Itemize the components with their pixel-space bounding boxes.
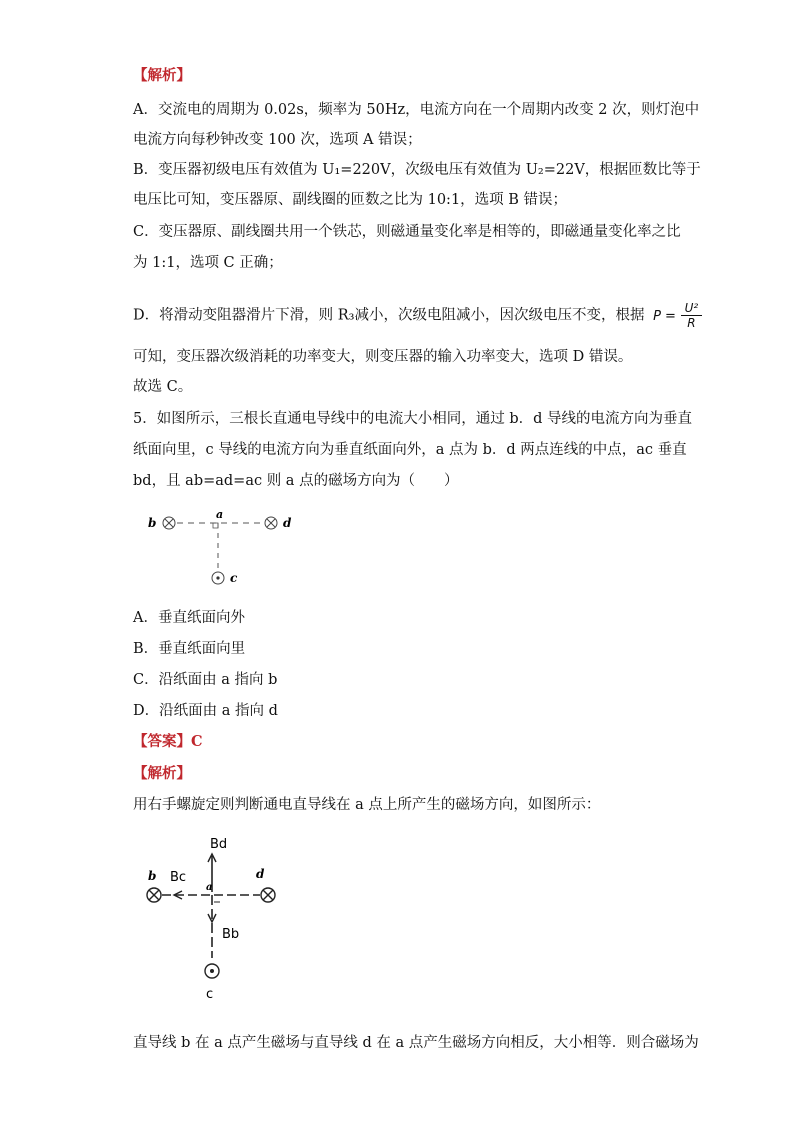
analysis2-line2: 直导线 b 在 a 点产生磁场与直导线 d 在 a 点产生磁场方向相反，大小相等．则合磁场为 [133, 1035, 699, 1051]
option-a-analysis-line2: 电流方向每秒钟改变 100 次，选项 A 错误； [133, 132, 422, 148]
option-d-analysis-line1 [133, 301, 702, 330]
wire-c-symbol [205, 964, 219, 978]
wire-d-into-page-symbol [265, 517, 277, 529]
option-c: C．沿纸面由 a 指向 b [133, 672, 278, 688]
label-bc: Bc [170, 870, 187, 885]
label-d2: d [256, 867, 265, 881]
wire-b-symbol [147, 888, 161, 902]
option-b-analysis-line1: B．变压器初级电压有效值为 U₁=220V，次级电压有效值为 U₂=22V，根据匝数比等于 [133, 162, 701, 178]
question-line3: bd，且 ab=ad=ac 则 a 点的磁场方向为（ ） [133, 473, 459, 489]
power-symbol: P = [653, 308, 676, 324]
question-line2: 纸面向里，c 导线的电流方向为垂直纸面向外，a 点为 b．d 两点连线的中点，ac 垂直 [133, 442, 687, 458]
option-b: B．垂直纸面向里 [133, 641, 246, 657]
power-formula-fraction [681, 301, 703, 330]
label-bd: Bd [210, 837, 228, 852]
option-b-analysis-line2: 电压比可知，变压器原、副线圈的匝数之比为 10:1，选项 B 错误； [133, 192, 568, 208]
label-c2: c [206, 987, 214, 1002]
question-line1: 5．如图所示，三根长直通电导线中的电流大小相同，通过 b．d 导线的电流方向为垂直 [133, 411, 693, 427]
right-angle-mark [213, 523, 218, 528]
option-c-analysis-line1: C．变压器原、副线圈共用一个铁芯，则磁通量变化率是相等的，即磁通量变化率之比 [133, 224, 681, 240]
wire-d-symbol [261, 888, 275, 902]
field-diagram [140, 832, 300, 1002]
option-a-analysis-line1: A．交流电的周期为 0.02s，频率为 50Hz，电流方向在一个周期内改变 2 次，则灯泡中 [133, 102, 700, 118]
analysis-heading: 【解析】 [133, 67, 191, 84]
option-d-text: D．将滑动变阻器滑片下滑，则 R₃减小，次级电阻减小，因次级电压不变，根据 [133, 307, 645, 324]
analysis2-heading: 【解析】 [133, 765, 191, 782]
label-a2: a [206, 882, 213, 893]
label-b2: b [148, 869, 157, 883]
option-a: A．垂直纸面向外 [133, 610, 245, 626]
label-d: d [283, 516, 292, 530]
label-c: c [230, 571, 238, 585]
conclusion: 故选 C。 [133, 379, 193, 395]
answer-line: 【答案】C [133, 733, 203, 750]
analysis2-line1: 用右手螺旋定则判断通电直导线在 a 点上所产生的磁场方向，如图所示： [133, 797, 601, 813]
formula-denominator: R [687, 316, 696, 330]
question-figure [140, 505, 310, 595]
formula-numerator: U² [681, 301, 703, 316]
option-c-analysis-line2: 为 1:1，选项 C 正确； [133, 255, 283, 271]
wire-c-out-of-page-symbol [212, 572, 224, 584]
option-d-analysis-line2: 可知，变压器次级消耗的功率变大，则变压器的输入功率变大，选项 D 错误。 [133, 349, 633, 365]
label-b: b [148, 516, 157, 530]
label-a: a [216, 508, 224, 521]
option-d: D．沿纸面由 a 指向 d [133, 703, 278, 719]
wire-b-into-page-symbol [163, 517, 175, 529]
label-bb: Bb [222, 927, 240, 942]
